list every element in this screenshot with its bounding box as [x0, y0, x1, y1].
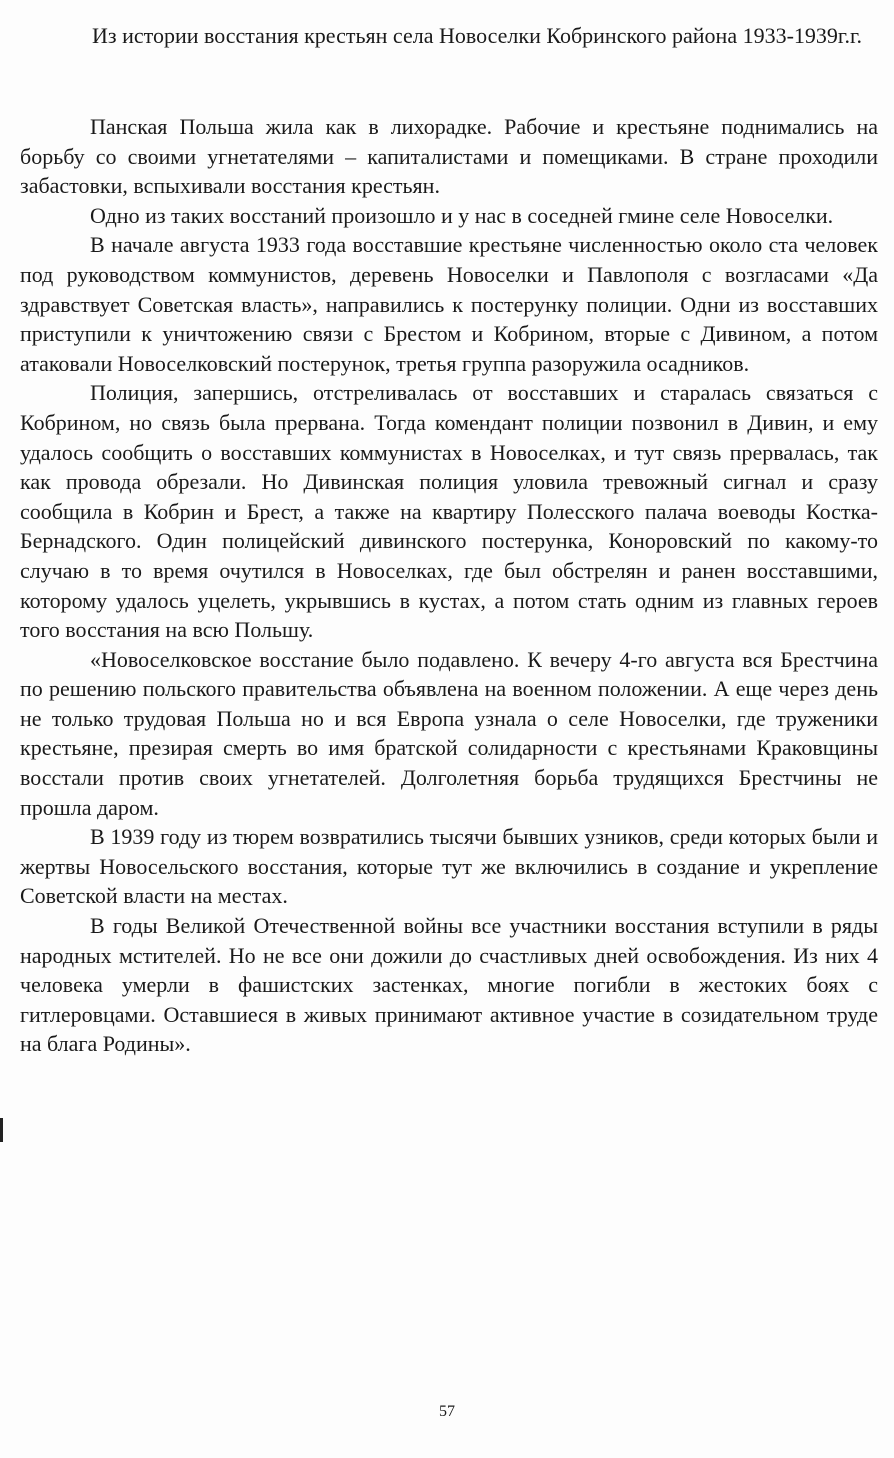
paragraph-4: Полиция, запершись, отстреливалась от восставших и старалась связаться с Кобрином, но связь была прервана. Тогда комендант полиции позвонил в Дивин, и ему удалось сообщить о восставших коммунистах в Новоселках, и тут связь прервалась, так как провода обрезали. Но Дивинская полиция уловила тревожный сигнал и сразу сообщила в Кобрин и Брест, а также на квартиру Полесского палача воеводы Костка-Бернадского. Один полицейский дивинского постерунка, Коноровский по какому-то случаю в то время очутился в Новоселках, где был обстрелян и ранен восставшими, которому удалось уцелеть, укрывшись в кустах, а потом стать одним из главных героев того восстания на всю Польшу.	[20, 380, 878, 643]
paragraph-5: «Новоселковское восстание было подавлено. К вечеру 4-го августа вся Брестчина по решению польского правительства объявлена на военном положении. А еще через день не только трудовая Польша но и вся Европа узнала о селе Новоселки, где труженики крестьяне, презирая смерть во имя братской солидарности с крестьянами Краковщины восстали против своих угнетателей. Долголетняя борьба трудящихся Брестчины не прошла даром.	[20, 646, 878, 820]
paragraph-1: Панская Польша жила как в лихорадке. Рабочие и крестьяне поднимались на борьбу со своими угнетателями – капиталистами и помещиками. В стране проходили забастовки, вспыхивали восстания крестьян.	[20, 114, 878, 199]
paragraph-2: Одно из таких восстаний произошло и у нас в соседней гмине селе Новоселки.	[90, 202, 834, 228]
paragraph-7: В годы Великой Отечественной войны все участники восстания вступили в ряды народных мстителей. Но не все они дожили до счастливых дней освобождения. Из них 4 человека умерли в фашистских застенках, многие погибли в жестоких боях с гитлеровцами. Оставшиеся в живых принимают активное участие в созидательном труде на блага Родины».	[20, 913, 878, 1057]
document-body	[20, 112, 878, 1059]
paragraph-3: В начале августа 1933 года восставшие крестьяне численностью около ста человек под руководством коммунистов, деревень Новоселки и Павлополя с возгласами «Да здравствует Советская власть», направились к постерунку полиции. Одни из восставших приступили к уничтожению связи с Брестом и Кобрином, вторые с Дивином, а потом атаковали Новоселковский постерунок, третья группа разоружила осадников.	[20, 232, 878, 376]
paragraph-6: В 1939 году из тюрем возвратились тысячи бывших узников, среди которых были и жертвы Новосельского восстания, которые тут же включились в создание и укрепление Советской власти на местах.	[20, 824, 878, 909]
scan-edge-mark	[0, 1118, 3, 1142]
document-title: Из истории восстания крестьян села Новоселки Кобринского района 1933-1939г.г.	[92, 23, 862, 48]
page-number: 57	[439, 1403, 455, 1420]
